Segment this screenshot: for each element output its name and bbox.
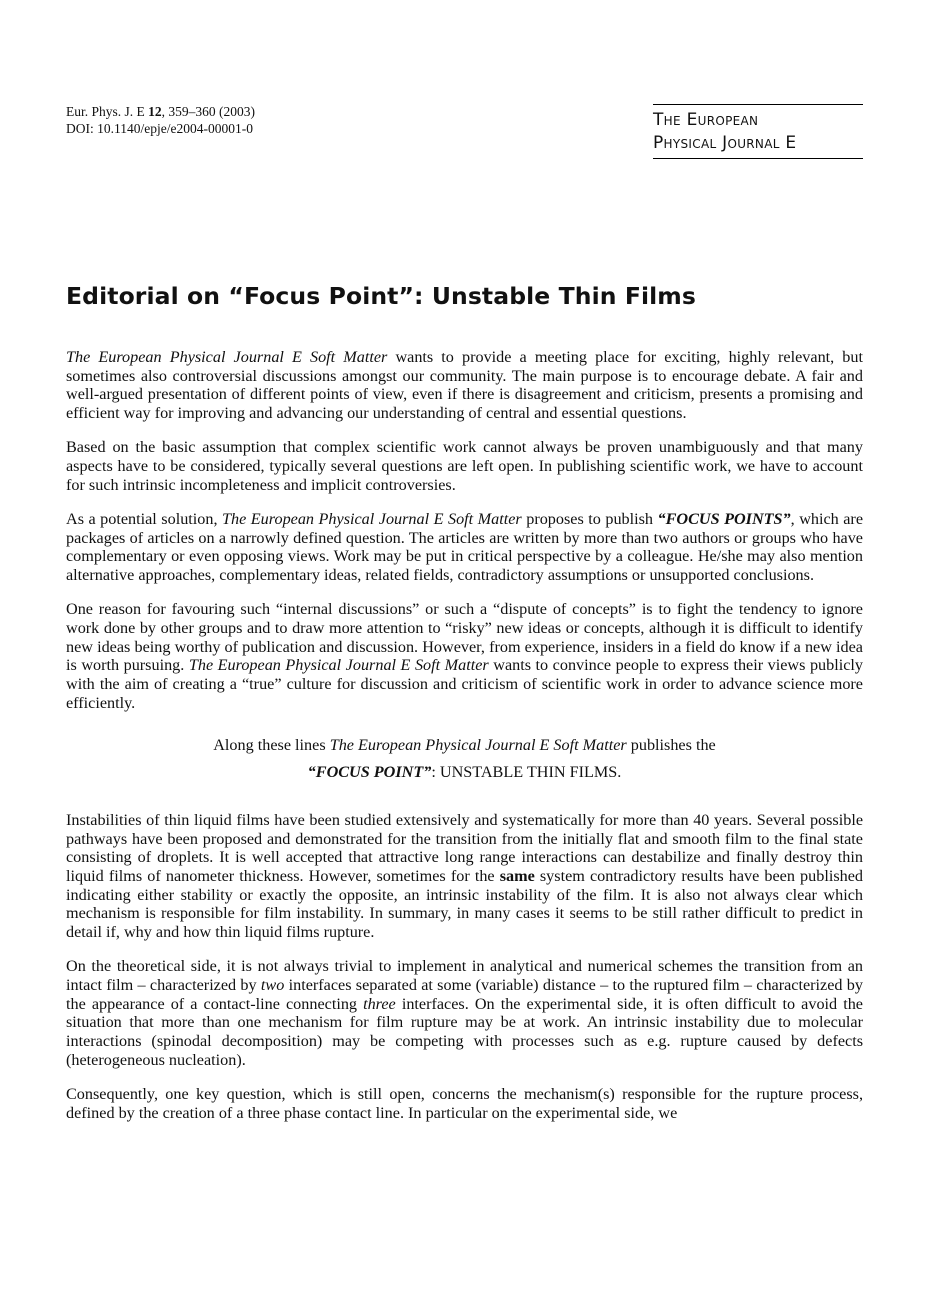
emphasis-three: three xyxy=(363,994,396,1013)
paragraph-5-start: Instabilities of thin liquid films have been studied extensively and systematically for more than 40 years. Several possible pathways have been proposed and demonstrated for the transition from the initially flat and smooth film to the final state consisting of droplets. It is well accepted that attractive long range interactions can destabilize and finally destroy thin liquid films of nanometer thickness. However, sometimes for the xyxy=(66,810,863,885)
focus-points-term: “FOCUS POINTS” xyxy=(657,509,791,528)
paragraph-6-start: On the theoretical side, it is not always trivial to implement in analytical and numerical schemes the transition from an intact film – characterized by xyxy=(66,957,863,994)
journal-name: The European Physical Journal E Soft Matter xyxy=(222,509,522,528)
paragraph-4-start: One reason for favouring such “internal discussions” or such a “dispute of concepts” is to fight the tendency to ignore work done by other groups and to draw more attention to “risky” new ideas or concepts, although it is difficult to identify new ideas being worthy of publication and discussion. However, from experience, insiders in a field do know if a new idea is worth pursuing. xyxy=(66,600,863,675)
citation-line xyxy=(66,103,255,120)
emphasis-two: two xyxy=(260,975,285,994)
journal-name: The European Physical Journal E Soft Matter xyxy=(329,736,627,755)
journal-logo-line1: The European xyxy=(653,110,759,130)
citation-pages: , 359–360 (2003) xyxy=(161,104,256,119)
paragraph-2: Based on the basic assumption that complex scientific work cannot always be proven unambiguously and that many aspects have to be considered, typically several questions are left open. In publishing scientific work, we have to account for such intrinsic incompleteness and implicit controversies. xyxy=(66,438,863,494)
citation-volume: 12 xyxy=(148,104,162,119)
focus-point-heading xyxy=(66,763,863,782)
paragraph-7: Consequently, one key question, which is still open, concerns the mechanism(s) responsible for the rupture process, defined by the creation of a three phase contact line. In particular on the experimental side, we xyxy=(66,1085,863,1122)
paragraph-6 xyxy=(66,957,863,1069)
paragraph-3-rest: , which are packages of articles on a narrowly defined question. The articles are written by more than two authors or groups who have complementary or even opposing views. Work may be put in critical perspective by a colleague. He/she may also mention alternative approaches, complementary ideas, related fields, contradictory assumptions or unsupported conclusions. xyxy=(66,509,864,585)
journal-logo-line2: Physical Journal E xyxy=(653,133,797,153)
citation-block xyxy=(66,103,255,137)
journal-logo xyxy=(653,104,863,159)
paragraph-3-mid: proposes to publish xyxy=(521,509,658,528)
paragraph-5 xyxy=(66,811,863,942)
emphasis-same: same xyxy=(499,866,535,885)
paragraph-6-mid: interfaces separated at some (variable) distance – to the ruptured film – characterized by the appearance of a contact-line connecting xyxy=(66,975,863,1013)
lead-line xyxy=(66,736,863,755)
doi: DOI: 10.1140/epje/e2004-00001-0 xyxy=(66,121,253,136)
paragraph-1 xyxy=(66,348,863,423)
paragraph-3 xyxy=(66,510,863,585)
lead-start: Along these lines xyxy=(213,736,330,755)
focus-point-term: “FOCUS POINT” xyxy=(307,763,432,782)
paragraph-3-start: As a potential solution, xyxy=(66,509,223,528)
paragraph-4 xyxy=(66,600,863,712)
article-title: Editorial on “Focus Point”: Unstable Thin Films xyxy=(66,282,696,310)
paragraph-4-rest: wants to convince people to express their views publicly with the aim of creating a “true” culture for discussion and criticism of scientific work in order to advance science more efficiently. xyxy=(66,656,863,712)
focus-point-topic: : UNSTABLE THIN FILMS. xyxy=(431,763,622,782)
journal-name: The European Physical Journal E Soft Matter xyxy=(188,656,489,675)
paragraph-1-text: wants to provide a meeting place for exciting, highly relevant, but sometimes also controversial discussions amongst our community. The main purpose is to encourage debate. A fair and well-argued presentation of different points of view, even if there is disagreement and criticism, presents a promising and efficient way for improving and advancing our understanding of central and essential questions. xyxy=(66,348,863,423)
lead-end: publishes the xyxy=(626,736,716,755)
paragraph-6-rest: interfaces. On the experimental side, it is often difficult to avoid the situation that more than one mechanism for film rupture may be at work. An intrinsic instability due to molecular interactions (spinodal decomposition) may be competing with processes such as e.g. rupture caused by defects (heterogeneous nucleation). xyxy=(66,994,863,1069)
article-body xyxy=(66,348,863,1138)
journal-name: The European Physical Journal E Soft Matter xyxy=(66,348,388,366)
citation-journal: Eur. Phys. J. E xyxy=(66,104,145,119)
paragraph-5-rest: system contradictory results have been published indicating either stability or exactly the opposite, an intrinsic instability of the film. It is also not always clear which mechanism is responsible for film instability. In summary, in many cases it seems to be still rather difficult to predict in detail if, why and how thin liquid films rupture. xyxy=(66,866,864,942)
